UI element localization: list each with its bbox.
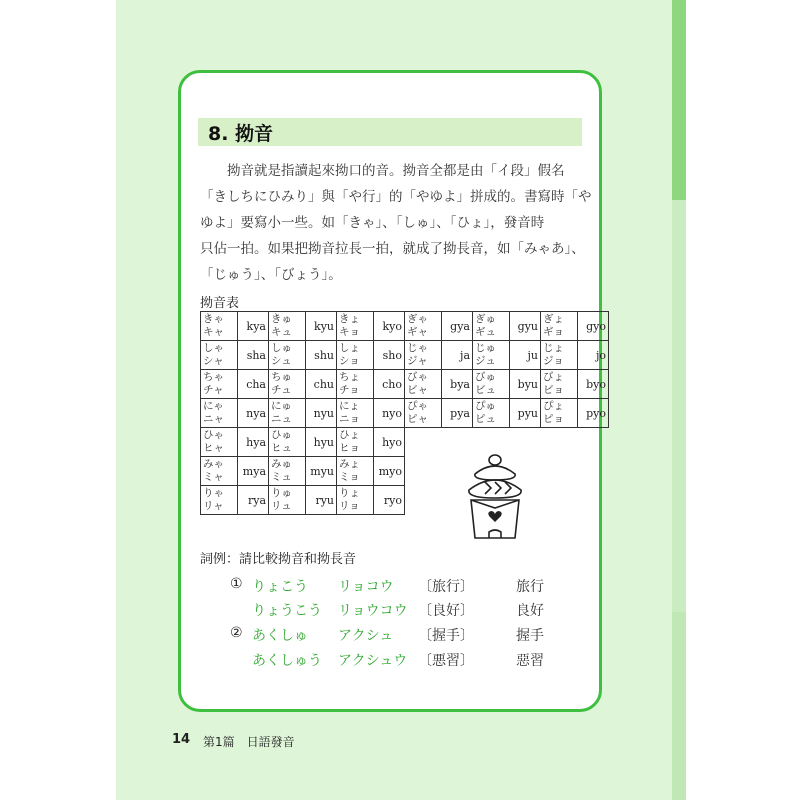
- kana-cell: [473, 341, 510, 370]
- romaji-cell: kyu: [306, 312, 337, 341]
- hiragana-text: びょ: [543, 371, 564, 383]
- katakana-text: ピュ: [475, 413, 496, 425]
- empty-cell: [578, 457, 609, 486]
- hiragana-text: にゅ: [271, 400, 292, 412]
- kana-cell: [541, 399, 578, 428]
- empty-cell: [405, 428, 442, 457]
- page-number: 14: [172, 732, 191, 747]
- example-hiragana: りょうこう: [252, 603, 322, 619]
- romaji-cell: cha: [238, 370, 269, 399]
- hiragana-text: ちょ: [339, 371, 360, 383]
- romaji-cell: sho: [374, 341, 405, 370]
- hiragana-text: にょ: [339, 400, 360, 412]
- kana-cell: [405, 341, 442, 370]
- hiragana-text: ぎょ: [543, 313, 564, 325]
- kana-cell: [337, 399, 374, 428]
- example-kanji-zh: 握手: [516, 628, 544, 644]
- romaji-cell: pyo: [578, 399, 609, 428]
- kana-cell: [405, 370, 442, 399]
- romaji-cell: sha: [238, 341, 269, 370]
- hiragana-text: しょ: [339, 342, 360, 354]
- example-kanji-jp: 〔握手〕: [418, 628, 474, 644]
- kana-cell: [201, 399, 238, 428]
- hiragana-text: ひょ: [339, 429, 360, 441]
- kana-cell: [473, 370, 510, 399]
- romaji-cell: gya: [442, 312, 473, 341]
- katakana-text: ビョ: [543, 384, 564, 396]
- hiragana-text: ちゃ: [203, 371, 224, 383]
- example-kanji-jp: 〔悪習〕: [418, 653, 474, 669]
- kana-cell: [269, 312, 306, 341]
- example-kanji-zh: 惡習: [516, 653, 544, 669]
- section-heading-text: 8. 拗音: [208, 123, 274, 145]
- romaji-cell: myu: [306, 457, 337, 486]
- table-title: 拗音表: [200, 296, 240, 311]
- hiragana-text: りゅ: [271, 487, 292, 499]
- kana-cell: [337, 370, 374, 399]
- empty-cell: [578, 486, 609, 515]
- hiragana-text: みゃ: [203, 458, 224, 470]
- romaji-cell: gyo: [578, 312, 609, 341]
- table-row: [201, 399, 609, 428]
- hiragana-text: びゅ: [475, 371, 496, 383]
- hiragana-text: じゃ: [407, 342, 428, 354]
- romaji-cell: ryo: [374, 486, 405, 515]
- hiragana-text: じょ: [543, 342, 564, 354]
- romaji-cell: hyu: [306, 428, 337, 457]
- romaji-cell: mya: [238, 457, 269, 486]
- kana-cell: [269, 428, 306, 457]
- kana-cell: [269, 486, 306, 515]
- kana-cell: [473, 399, 510, 428]
- romaji-cell: ju: [510, 341, 541, 370]
- romaji-cell: jo: [578, 341, 609, 370]
- kana-cell: [405, 312, 442, 341]
- intro-paragraph: [200, 158, 592, 288]
- empty-cell: [541, 428, 578, 457]
- kana-cell: [337, 312, 374, 341]
- romaji-cell: byo: [578, 370, 609, 399]
- kana-cell: [201, 457, 238, 486]
- kana-cell: [337, 486, 374, 515]
- katakana-text: ヒュ: [271, 442, 292, 454]
- katakana-text: ジュ: [475, 355, 496, 367]
- romaji-cell: gyu: [510, 312, 541, 341]
- kana-cell: [337, 341, 374, 370]
- example-kanji-jp: 〔旅行〕: [418, 579, 474, 595]
- katakana-text: キュ: [271, 326, 292, 338]
- table-row: [201, 428, 609, 457]
- hiragana-text: びゃ: [407, 371, 428, 383]
- romaji-cell: byu: [510, 370, 541, 399]
- katakana-text: キョ: [339, 326, 360, 338]
- hiragana-text: きゅ: [271, 313, 292, 325]
- example-katakana: アクシュウ: [338, 653, 408, 669]
- example-katakana: リョコウ: [338, 579, 394, 595]
- kana-cell: [541, 370, 578, 399]
- chapter-tab-lower: [672, 612, 686, 800]
- katakana-text: リュ: [271, 500, 292, 512]
- romaji-cell: shu: [306, 341, 337, 370]
- table-row: [201, 457, 609, 486]
- katakana-text: ニョ: [339, 413, 360, 425]
- kana-cell: [269, 370, 306, 399]
- example-katakana: リョウコウ: [338, 603, 408, 619]
- kana-cell: [337, 457, 374, 486]
- hiragana-text: ぴゅ: [475, 400, 496, 412]
- kana-cell: [201, 428, 238, 457]
- kana-cell: [541, 312, 578, 341]
- romaji-cell: hyo: [374, 428, 405, 457]
- katakana-text: ピョ: [543, 413, 564, 425]
- hiragana-text: ちゅ: [271, 371, 292, 383]
- romaji-cell: bya: [442, 370, 473, 399]
- table-row: [201, 370, 609, 399]
- katakana-text: ミュ: [271, 471, 292, 483]
- katakana-text: ニュ: [271, 413, 292, 425]
- hiragana-text: じゅ: [475, 342, 496, 354]
- katakana-text: チャ: [203, 384, 224, 396]
- romaji-cell: pya: [442, 399, 473, 428]
- hiragana-text: ぴゃ: [407, 400, 428, 412]
- katakana-text: ビャ: [407, 384, 428, 396]
- romaji-cell: hya: [238, 428, 269, 457]
- katakana-text: ヒャ: [203, 442, 224, 454]
- empty-cell: [541, 486, 578, 515]
- katakana-text: リョ: [339, 500, 360, 512]
- katakana-text: チョ: [339, 384, 360, 396]
- example-number: ①: [230, 576, 243, 592]
- romaji-cell: chu: [306, 370, 337, 399]
- hiragana-text: にゃ: [203, 400, 224, 412]
- romaji-cell: pyu: [510, 399, 541, 428]
- kana-cell: [269, 399, 306, 428]
- example-kanji-zh: 良好: [516, 603, 544, 619]
- romaji-cell: rya: [238, 486, 269, 515]
- kana-cell: [405, 399, 442, 428]
- katakana-text: ジャ: [407, 355, 428, 367]
- footer-section: 第1篇 日語發音: [203, 735, 295, 749]
- paragraph-line: 「じゅう」、「びょう」。: [200, 267, 342, 283]
- kana-cell: [201, 312, 238, 341]
- empty-cell: [541, 457, 578, 486]
- hiragana-text: ぎゃ: [407, 313, 428, 325]
- romaji-cell: kyo: [374, 312, 405, 341]
- section-heading: [198, 118, 582, 146]
- hiragana-text: きゃ: [203, 313, 224, 325]
- romaji-cell: myo: [374, 457, 405, 486]
- yoon-table: [200, 311, 609, 515]
- romaji-cell: nya: [238, 399, 269, 428]
- kana-cell: [201, 341, 238, 370]
- katakana-text: シュ: [271, 355, 292, 367]
- paragraph-line: ゆよ」要寫小一些。如「きゃ」、「しゅ」、「ひょ」，發音時: [200, 215, 545, 231]
- katakana-text: ジョ: [543, 355, 564, 367]
- katakana-text: ビュ: [475, 384, 496, 396]
- katakana-text: チュ: [271, 384, 292, 396]
- table-row: [201, 486, 609, 515]
- katakana-text: ギョ: [543, 326, 564, 338]
- hiragana-text: ぴょ: [543, 400, 564, 412]
- chapter-tab: [672, 0, 686, 200]
- kana-cell: [201, 486, 238, 515]
- kana-cell: [541, 341, 578, 370]
- paragraph-line: 拗音就是指讀起來拗口的音。拗音全都是由「イ段」假名: [200, 163, 565, 179]
- romaji-cell: kya: [238, 312, 269, 341]
- hiragana-text: ひゅ: [271, 429, 292, 441]
- hiragana-text: しゅ: [271, 342, 292, 354]
- katakana-text: リャ: [203, 500, 224, 512]
- romaji-cell: ja: [442, 341, 473, 370]
- hiragana-text: みょ: [339, 458, 360, 470]
- hiragana-text: しゃ: [203, 342, 224, 354]
- empty-cell: [405, 486, 442, 515]
- hiragana-text: みゅ: [271, 458, 292, 470]
- hiragana-text: ひゃ: [203, 429, 224, 441]
- table-row: [201, 312, 609, 341]
- example-number: ②: [230, 625, 243, 641]
- kana-cell: [269, 341, 306, 370]
- romaji-cell: nyu: [306, 399, 337, 428]
- examples-title: 詞例：請比較拗音和拗長音: [200, 552, 357, 567]
- kagami-mochi-icon: [455, 448, 535, 543]
- romaji-cell: cho: [374, 370, 405, 399]
- katakana-text: ギュ: [475, 326, 496, 338]
- hiragana-text: りゃ: [203, 487, 224, 499]
- paragraph-line: 「きしちにひみり」與「や行」的「やゆよ」拼成的。書寫時「や: [200, 189, 592, 205]
- example-hiragana: あくしゅう: [252, 653, 322, 669]
- empty-cell: [578, 428, 609, 457]
- example-hiragana: あくしゅ: [252, 628, 308, 644]
- hiragana-text: ぎゅ: [475, 313, 496, 325]
- hiragana-text: きょ: [339, 313, 360, 325]
- table-row: [201, 341, 609, 370]
- katakana-text: キャ: [203, 326, 224, 338]
- katakana-text: ミャ: [203, 471, 224, 483]
- kana-cell: [201, 370, 238, 399]
- katakana-text: ギャ: [407, 326, 428, 338]
- paragraph-line: 只佔一拍。如果把拗音拉長一拍，就成了拗長音，如「みゃあ」、: [200, 241, 585, 257]
- example-katakana: アクシュ: [338, 628, 394, 644]
- empty-cell: [405, 457, 442, 486]
- kana-cell: [337, 428, 374, 457]
- example-hiragana: りょこう: [252, 579, 308, 595]
- romaji-cell: nyo: [374, 399, 405, 428]
- katakana-text: シャ: [203, 355, 224, 367]
- katakana-text: ニャ: [203, 413, 224, 425]
- hiragana-text: りょ: [339, 487, 360, 499]
- example-kanji-zh: 旅行: [516, 579, 544, 595]
- katakana-text: ピャ: [407, 413, 428, 425]
- katakana-text: ショ: [339, 355, 360, 367]
- kana-cell: [473, 312, 510, 341]
- katakana-text: ヒョ: [339, 442, 360, 454]
- kana-cell: [269, 457, 306, 486]
- romaji-cell: ryu: [306, 486, 337, 515]
- example-kanji-jp: 〔良好〕: [418, 603, 474, 619]
- katakana-text: ミョ: [339, 471, 360, 483]
